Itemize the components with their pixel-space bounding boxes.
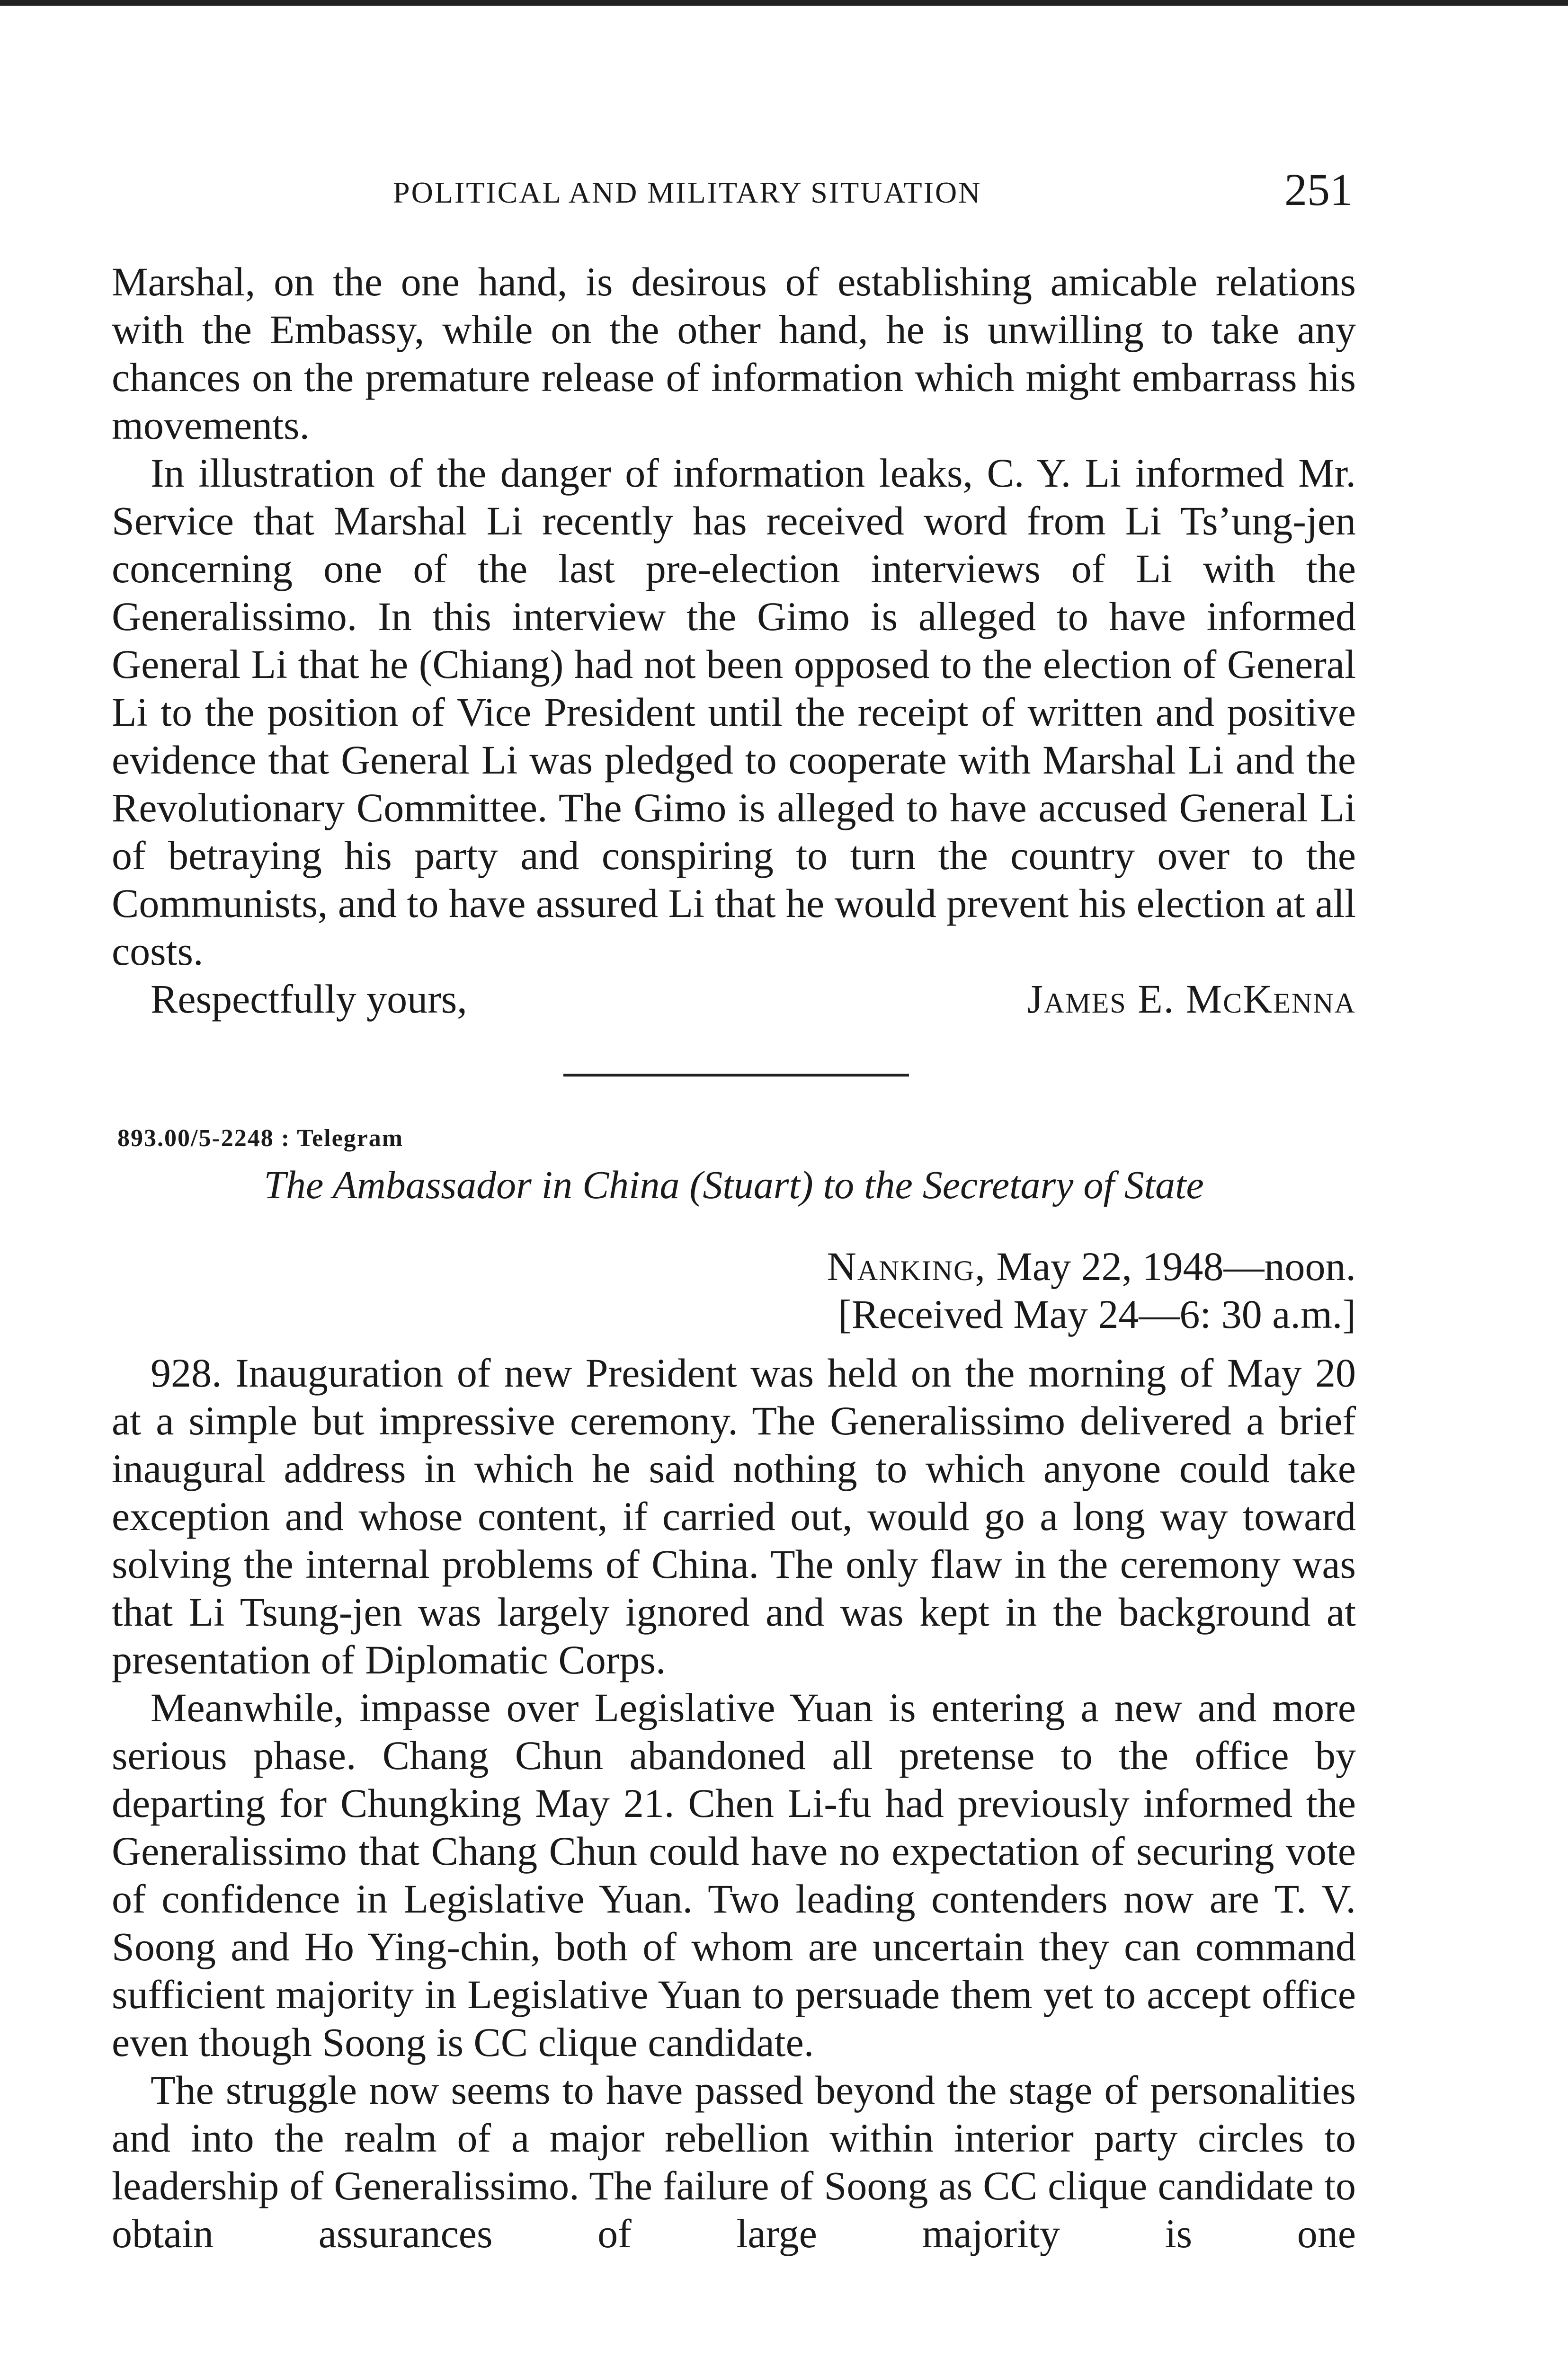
- telegram-paragraph: 928. Inauguration of new President was held on the morning of May 20 at a simple but impressive ceremony. The Generalissimo delivered a brief inaugural address in which he said nothing to which anyone could take exception and whose content, if carried out, would go a long way toward solving the internal problems of China. The only flaw in the ceremony was that Li Tsung-jen was largely ignored and was kept in the background at presentation of Diplomatic Corps.: [112, 1350, 1356, 1682]
- body-paragraph: Marshal, on the one hand, is desirous of establishing amicable relations with the Embassy, while on the other hand, he is unwilling to take any chances on the premature release of information which might embarrass his movements.: [112, 259, 1356, 448]
- received-note: [Received May 24—6: 30 a.m.]: [838, 1291, 1356, 1337]
- letter-closing: [112, 975, 1356, 1023]
- section-divider: [563, 1074, 909, 1077]
- closing-salutation: Respectfully yours,: [151, 976, 467, 1022]
- dateline-date: May 22, 1948—noon.: [996, 1244, 1356, 1289]
- telegram-paragraph: The struggle now seems to have passed beyond the stage of personalities and into the realm of a major rebellion within interior party circles to leadership of Generalissimo. The failure of Soong as CC clique candidate to obtain assurances of large majority is one: [112, 2067, 1356, 2256]
- page-number: 251: [1284, 164, 1353, 215]
- body-paragraph: In illustration of the danger of information leaks, C. Y. Li informed Mr. Service that Marshal Li recently has received word from Li Ts’ung-jen concerning one of the last pre-election interviews of Li with the Generalissimo. In this interview the Gimo is alleged to have informed General Li that he (Chiang) had not been opposed to the election of General Li to the position of Vice President until the receipt of written and positive evidence that General Li was pledged to cooperate with Marshal Li and the Revolutionary Committee. The Gimo is alleged to have accused General Li of betraying his party and conspiring to turn the country over to the Communists, and to have assured Li that he would prevent his election at all costs.: [112, 450, 1356, 974]
- file-reference: 893.00/5-2248 : Telegram: [117, 1125, 404, 1152]
- running-head: POLITICAL AND MILITARY SITUATION: [393, 176, 982, 209]
- top-edge-rule: [0, 0, 1568, 6]
- dateline-place: Nanking,: [827, 1244, 986, 1289]
- signature: James E. McKenna: [1027, 976, 1356, 1022]
- document-heading: The Ambassador in China (Stuart) to the Secretary of State: [264, 1163, 1204, 1207]
- telegram-paragraph: Meanwhile, impasse over Legislative Yuan is entering a new and more serious phase. Chang Chun abandoned all pretense to the office by departing for Chungking May 21. Chen Li-fu had previously informed the Generalissimo that Chang Chun could have no expectation of securing vote of confidence in Legislative Yuan. Two leading contenders now are T. V. Soong and Ho Ying-chin, both of whom are uncertain they can command sufficient majority in Legislative Yuan to persuade them yet to accept office even though Soong is CC clique candidate.: [112, 1685, 1356, 2065]
- dateline: [827, 1243, 1356, 1338]
- letter-continuation: [112, 258, 1356, 1023]
- telegram-body: [112, 1349, 1356, 2258]
